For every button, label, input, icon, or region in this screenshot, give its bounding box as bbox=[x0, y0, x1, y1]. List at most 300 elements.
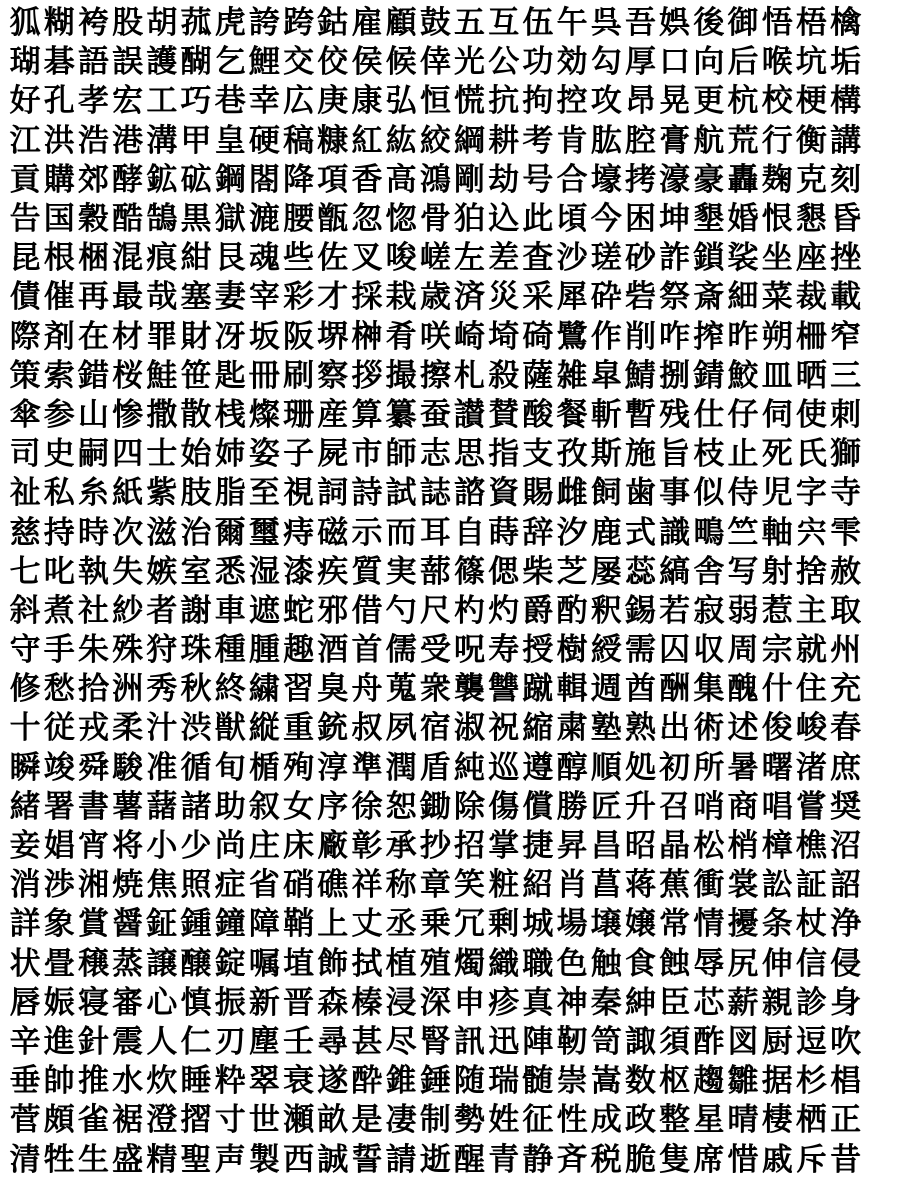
kanji-glyph: 昆 bbox=[9, 240, 41, 277]
kanji-glyph: 蹴 bbox=[522, 671, 554, 708]
kanji-glyph: 事 bbox=[659, 475, 691, 512]
kanji-glyph: 坤 bbox=[659, 201, 691, 238]
kanji-glyph: 朱 bbox=[77, 632, 109, 669]
kanji-glyph: 宰 bbox=[248, 279, 280, 316]
kanji-glyph: 汁 bbox=[146, 710, 178, 747]
kanji-glyph: 淳 bbox=[317, 749, 349, 786]
kanji-glyph: 埼 bbox=[488, 318, 520, 355]
kanji-glyph: 喉 bbox=[761, 44, 793, 81]
kanji-glyph: 拷 bbox=[624, 161, 656, 198]
kanji-glyph: 鴫 bbox=[693, 514, 725, 551]
kanji-glyph: 実 bbox=[385, 553, 417, 590]
kanji-glyph: 償 bbox=[522, 788, 554, 825]
kanji-glyph: 祭 bbox=[659, 279, 691, 316]
kanji-glyph: 推 bbox=[77, 1063, 109, 1100]
kanji-glyph: 濠 bbox=[659, 161, 691, 198]
kanji-glyph: 坐 bbox=[761, 240, 793, 277]
kanji-glyph: 口 bbox=[659, 44, 691, 81]
kanji-glyph: 沼 bbox=[830, 828, 862, 865]
kanji-glyph: 蔀 bbox=[419, 553, 451, 590]
kanji-glyph: 呉 bbox=[590, 5, 622, 42]
kanji-glyph: 詞 bbox=[317, 475, 349, 512]
kanji-glyph: 后 bbox=[727, 44, 759, 81]
kanji-glyph: 盛 bbox=[112, 1141, 144, 1178]
kanji-glyph: 嬢 bbox=[624, 906, 656, 943]
kanji-glyph: 若 bbox=[659, 592, 691, 629]
kanji-glyph: 申 bbox=[454, 984, 486, 1021]
kanji-glyph: 哉 bbox=[146, 279, 178, 316]
kanji-glyph: 屍 bbox=[317, 436, 349, 473]
kanji-glyph: 煮 bbox=[43, 592, 75, 629]
kanji-glyph: 藷 bbox=[146, 788, 178, 825]
kanji-glyph: 瞬 bbox=[9, 749, 41, 786]
kanji-glyph: 公 bbox=[488, 44, 520, 81]
kanji-glyph: 誌 bbox=[419, 475, 451, 512]
kanji-glyph: 妻 bbox=[214, 279, 246, 316]
kanji-glyph: 幸 bbox=[248, 83, 280, 120]
kanji-glyph: 慎 bbox=[180, 984, 212, 1021]
kanji-glyph: 寿 bbox=[488, 632, 520, 669]
kanji-glyph: 鋼 bbox=[214, 161, 246, 198]
kanji-glyph: 掌 bbox=[488, 828, 520, 865]
kanji-glyph: 棲 bbox=[761, 1102, 793, 1139]
kanji-glyph: 晴 bbox=[727, 1102, 759, 1139]
kanji-glyph: 杖 bbox=[795, 906, 827, 943]
kanji-glyph: 制 bbox=[419, 1102, 451, 1139]
kanji-glyph: 習 bbox=[283, 671, 315, 708]
kanji-glyph: 杓 bbox=[454, 592, 486, 629]
kanji-glyph: 舎 bbox=[693, 553, 725, 590]
kanji-glyph: 悉 bbox=[214, 553, 246, 590]
kanji-glyph: 錆 bbox=[693, 357, 725, 394]
kanji-glyph: 膏 bbox=[659, 122, 691, 159]
kanji-glyph: 採 bbox=[351, 279, 383, 316]
kanji-glyph: 逗 bbox=[795, 1023, 827, 1060]
kanji-glyph: 梢 bbox=[727, 828, 759, 865]
kanji-glyph: 爵 bbox=[522, 592, 554, 629]
kanji-glyph: 蒔 bbox=[488, 514, 520, 551]
kanji-glyph: 生 bbox=[77, 1141, 109, 1178]
kanji-glyph: 止 bbox=[727, 436, 759, 473]
kanji-glyph: 訊 bbox=[454, 1023, 486, 1060]
kanji-glyph: 厚 bbox=[624, 44, 656, 81]
kanji-glyph: 砂 bbox=[624, 240, 656, 277]
kanji-glyph: 雛 bbox=[727, 1063, 759, 1100]
kanji-glyph: 神 bbox=[556, 984, 588, 1021]
kanji-glyph: 巡 bbox=[488, 749, 520, 786]
kanji-glyph: 司 bbox=[9, 436, 41, 473]
kanji-glyph: 壌 bbox=[590, 906, 622, 943]
kanji-glyph: 星 bbox=[693, 1102, 725, 1139]
kanji-glyph: 昔 bbox=[830, 1141, 862, 1178]
kanji-glyph: 向 bbox=[693, 44, 725, 81]
kanji-glyph: 痕 bbox=[146, 240, 178, 277]
kanji-glyph: 胡 bbox=[146, 5, 178, 42]
kanji-glyph: 孜 bbox=[556, 436, 588, 473]
kanji-glyph: 語 bbox=[77, 44, 109, 81]
kanji-glyph: 整 bbox=[659, 1102, 691, 1139]
kanji-glyph: 宵 bbox=[77, 828, 109, 865]
kanji-glyph: 榛 bbox=[351, 984, 383, 1021]
kanji-glyph: 室 bbox=[180, 553, 212, 590]
kanji-glyph: 死 bbox=[761, 436, 793, 473]
kanji-glyph: 魂 bbox=[248, 240, 280, 277]
kanji-glyph: 拘 bbox=[522, 83, 554, 120]
kanji-row bbox=[8, 866, 892, 905]
kanji-glyph: 針 bbox=[77, 1023, 109, 1060]
kanji-glyph: 股 bbox=[112, 5, 144, 42]
kanji-glyph: 差 bbox=[488, 240, 520, 277]
kanji-glyph: 考 bbox=[522, 122, 554, 159]
kanji-glyph: 控 bbox=[556, 83, 588, 120]
kanji-glyph: 真 bbox=[522, 984, 554, 1021]
kanji-glyph: 砿 bbox=[180, 161, 212, 198]
kanji-glyph: 食 bbox=[624, 945, 656, 982]
kanji-glyph: 遂 bbox=[317, 1063, 349, 1100]
kanji-glyph: 細 bbox=[727, 279, 759, 316]
kanji-glyph: 収 bbox=[693, 632, 725, 669]
kanji-glyph: 侍 bbox=[727, 475, 759, 512]
kanji-glyph: 思 bbox=[454, 436, 486, 473]
kanji-glyph: 碕 bbox=[522, 318, 554, 355]
kanji-row bbox=[8, 984, 892, 1023]
kanji-row bbox=[8, 474, 892, 513]
kanji-glyph: 丞 bbox=[385, 906, 417, 943]
kanji-glyph: 痔 bbox=[283, 514, 315, 551]
kanji-glyph: 崇 bbox=[556, 1063, 588, 1100]
kanji-glyph: 梧 bbox=[795, 5, 827, 42]
kanji-glyph: 松 bbox=[693, 828, 725, 865]
kanji-glyph: 殖 bbox=[419, 945, 451, 982]
kanji-glyph: 試 bbox=[385, 475, 417, 512]
kanji-glyph: 重 bbox=[283, 710, 315, 747]
kanji-glyph: 咲 bbox=[419, 318, 451, 355]
kanji-glyph: 持 bbox=[43, 514, 75, 551]
kanji-glyph: 酵 bbox=[112, 161, 144, 198]
kanji-glyph: 署 bbox=[43, 788, 75, 825]
kanji-glyph: 青 bbox=[488, 1141, 520, 1178]
kanji-glyph: 傷 bbox=[488, 788, 520, 825]
kanji-glyph: 交 bbox=[283, 44, 315, 81]
kanji-glyph: 寸 bbox=[214, 1102, 246, 1139]
kanji-glyph: 薪 bbox=[727, 984, 759, 1021]
kanji-glyph: 悟 bbox=[761, 5, 793, 42]
kanji-glyph: 摺 bbox=[180, 1102, 212, 1139]
kanji-glyph: 酒 bbox=[317, 632, 349, 669]
kanji-glyph: 尽 bbox=[385, 1023, 417, 1060]
kanji-glyph: 蛇 bbox=[283, 592, 315, 629]
kanji-glyph: 蝕 bbox=[659, 945, 691, 982]
kanji-glyph: 章 bbox=[419, 867, 451, 904]
kanji-glyph: 庶 bbox=[830, 749, 862, 786]
kanji-glyph: 芝 bbox=[556, 553, 588, 590]
kanji-glyph: 釈 bbox=[590, 592, 622, 629]
kanji-glyph: 酌 bbox=[556, 592, 588, 629]
kanji-glyph: 擦 bbox=[419, 357, 451, 394]
kanji-glyph: 鯖 bbox=[624, 357, 656, 394]
kanji-glyph: 弘 bbox=[385, 83, 417, 120]
kanji-glyph: 肖 bbox=[556, 867, 588, 904]
kanji-glyph: 殺 bbox=[488, 357, 520, 394]
kanji-glyph: 心 bbox=[146, 984, 178, 1021]
kanji-glyph: 楯 bbox=[248, 749, 280, 786]
kanji-glyph: 栽 bbox=[385, 279, 417, 316]
kanji-glyph: 諮 bbox=[454, 475, 486, 512]
kanji-glyph: 刺 bbox=[830, 396, 862, 433]
kanji-row bbox=[8, 670, 892, 709]
kanji-glyph: 賜 bbox=[522, 475, 554, 512]
kanji-glyph: 宍 bbox=[795, 514, 827, 551]
kanji-glyph: 裳 bbox=[727, 867, 759, 904]
kanji-glyph: 菜 bbox=[761, 279, 793, 316]
kanji-glyph: 軸 bbox=[761, 514, 793, 551]
kanji-glyph: 鷺 bbox=[556, 318, 588, 355]
kanji-glyph: 三 bbox=[830, 357, 862, 394]
kanji-glyph: 倖 bbox=[419, 44, 451, 81]
kanji-glyph: 珠 bbox=[180, 632, 212, 669]
kanji-glyph: 誤 bbox=[112, 44, 144, 81]
kanji-glyph: 冊 bbox=[248, 357, 280, 394]
kanji-glyph: 札 bbox=[454, 357, 486, 394]
kanji-glyph: 小 bbox=[146, 828, 178, 865]
kanji-glyph: 際 bbox=[9, 318, 41, 355]
kanji-glyph: 伺 bbox=[761, 396, 793, 433]
kanji-glyph: 叱 bbox=[43, 553, 75, 590]
kanji-glyph: 授 bbox=[522, 632, 554, 669]
kanji-glyph: 示 bbox=[351, 514, 383, 551]
kanji-glyph: 候 bbox=[385, 44, 417, 81]
kanji-glyph: 静 bbox=[522, 1141, 554, 1178]
kanji-glyph: 黒 bbox=[180, 201, 212, 238]
kanji-glyph: 酷 bbox=[112, 201, 144, 238]
kanji-row bbox=[8, 318, 892, 357]
kanji-glyph: 誇 bbox=[248, 5, 280, 42]
kanji-glyph: 殊 bbox=[112, 632, 144, 669]
kanji-glyph: 蚕 bbox=[419, 396, 451, 433]
kanji-glyph: 桜 bbox=[112, 357, 144, 394]
kanji-glyph: 祉 bbox=[9, 475, 41, 512]
kanji-glyph: 慈 bbox=[9, 514, 41, 551]
kanji-row bbox=[8, 1140, 892, 1179]
kanji-glyph: 顧 bbox=[385, 5, 417, 42]
kanji-glyph: 在 bbox=[77, 318, 109, 355]
kanji-glyph: 朔 bbox=[761, 318, 793, 355]
kanji-glyph: 竺 bbox=[727, 514, 759, 551]
kanji-glyph: 鴻 bbox=[419, 161, 451, 198]
kanji-glyph: 降 bbox=[283, 161, 315, 198]
kanji-glyph: 算 bbox=[351, 396, 383, 433]
kanji-glyph: 瀬 bbox=[283, 1102, 315, 1139]
kanji-glyph: 困 bbox=[624, 201, 656, 238]
kanji-glyph: 準 bbox=[351, 749, 383, 786]
kanji-glyph: 糠 bbox=[317, 122, 349, 159]
kanji-glyph: 午 bbox=[556, 5, 588, 42]
kanji-glyph: 趣 bbox=[283, 632, 315, 669]
kanji-glyph: 焼 bbox=[112, 867, 144, 904]
kanji-glyph: 冗 bbox=[454, 906, 486, 943]
kanji-glyph: 辛 bbox=[9, 1023, 41, 1060]
kanji-glyph: 峻 bbox=[795, 710, 827, 747]
kanji-glyph: 佼 bbox=[317, 44, 349, 81]
kanji-glyph: 歯 bbox=[624, 475, 656, 512]
kanji-glyph: 振 bbox=[214, 984, 246, 1021]
kanji-glyph: 至 bbox=[248, 475, 280, 512]
kanji-glyph: 榊 bbox=[351, 318, 383, 355]
kanji-glyph: 奨 bbox=[830, 788, 862, 825]
kanji-glyph: 作 bbox=[590, 318, 622, 355]
kanji-glyph: 畝 bbox=[317, 1102, 349, 1139]
kanji-glyph: 而 bbox=[385, 514, 417, 551]
kanji-glyph: 浄 bbox=[830, 906, 862, 943]
kanji-glyph: 忽 bbox=[351, 201, 383, 238]
kanji-glyph: 盾 bbox=[419, 749, 451, 786]
kanji-glyph: 抗 bbox=[488, 83, 520, 120]
kanji-glyph: 麹 bbox=[761, 161, 793, 198]
kanji-glyph: 腰 bbox=[283, 201, 315, 238]
kanji-glyph: 塞 bbox=[180, 279, 212, 316]
kanji-glyph: 混 bbox=[112, 240, 144, 277]
kanji-glyph: 皇 bbox=[214, 122, 246, 159]
kanji-glyph: 坂 bbox=[248, 318, 280, 355]
kanji-glyph: 腎 bbox=[419, 1023, 451, 1060]
kanji-glyph: 捌 bbox=[659, 357, 691, 394]
kanji-glyph: 滋 bbox=[146, 514, 178, 551]
kanji-glyph: 召 bbox=[659, 788, 691, 825]
kanji-row bbox=[8, 122, 892, 161]
kanji-glyph: 昨 bbox=[727, 318, 759, 355]
kanji-glyph: 菰 bbox=[180, 5, 212, 42]
kanji-glyph: 侵 bbox=[830, 945, 862, 982]
kanji-glyph: 耳 bbox=[419, 514, 451, 551]
kanji-row bbox=[8, 513, 892, 552]
kanji-glyph: 笥 bbox=[590, 1023, 622, 1060]
kanji-glyph: 厨 bbox=[761, 1023, 793, 1060]
kanji-glyph: 狛 bbox=[454, 201, 486, 238]
kanji-glyph: 抄 bbox=[419, 828, 451, 865]
kanji-glyph: 正 bbox=[830, 1102, 862, 1139]
kanji-row bbox=[8, 200, 892, 239]
kanji-glyph: 靭 bbox=[556, 1023, 588, 1060]
kanji-glyph: 広 bbox=[283, 83, 315, 120]
kanji-glyph: 循 bbox=[180, 749, 212, 786]
kanji-glyph: 更 bbox=[693, 83, 725, 120]
kanji-glyph: 頃 bbox=[556, 201, 588, 238]
kanji-glyph: 渚 bbox=[795, 749, 827, 786]
kanji-glyph: 拾 bbox=[77, 671, 109, 708]
kanji-glyph: 糊 bbox=[43, 5, 75, 42]
kanji-row bbox=[8, 553, 892, 592]
kanji-glyph: 残 bbox=[659, 396, 691, 433]
kanji-glyph: 肴 bbox=[385, 318, 417, 355]
kanji-glyph: 証 bbox=[795, 867, 827, 904]
kanji-glyph: 拶 bbox=[351, 357, 383, 394]
kanji-glyph: 璽 bbox=[248, 514, 280, 551]
kanji-glyph: 射 bbox=[761, 553, 793, 590]
kanji-glyph: 柔 bbox=[112, 710, 144, 747]
kanji-glyph: 墾 bbox=[693, 201, 725, 238]
kanji-glyph: 察 bbox=[317, 357, 349, 394]
kanji-glyph: 吾 bbox=[624, 5, 656, 42]
kanji-glyph: 俊 bbox=[761, 710, 793, 747]
kanji-glyph: 審 bbox=[112, 984, 144, 1021]
kanji-glyph: 賞 bbox=[77, 906, 109, 943]
kanji-glyph: 災 bbox=[488, 279, 520, 316]
kanji-glyph: 終 bbox=[214, 671, 246, 708]
kanji-glyph: 晋 bbox=[283, 984, 315, 1021]
kanji-glyph: 樟 bbox=[761, 828, 793, 865]
kanji-glyph: 戚 bbox=[761, 1141, 793, 1178]
kanji-glyph: 植 bbox=[385, 945, 417, 982]
kanji-glyph: 粛 bbox=[556, 710, 588, 747]
kanji-glyph: 脆 bbox=[624, 1141, 656, 1178]
kanji-glyph: 視 bbox=[283, 475, 315, 512]
kanji-glyph: 迅 bbox=[488, 1023, 520, 1060]
kanji-glyph: 嵩 bbox=[590, 1063, 622, 1100]
kanji-glyph: 雌 bbox=[556, 475, 588, 512]
kanji-sheet bbox=[8, 4, 892, 1180]
kanji-glyph: 刃 bbox=[214, 1023, 246, 1060]
kanji-glyph: 樵 bbox=[795, 828, 827, 865]
kanji-glyph: 氏 bbox=[795, 436, 827, 473]
kanji-glyph: 今 bbox=[590, 201, 622, 238]
kanji-glyph: 梗 bbox=[795, 83, 827, 120]
kanji-glyph: 宗 bbox=[761, 632, 793, 669]
kanji-glyph: 種 bbox=[214, 632, 246, 669]
kanji-glyph: 使 bbox=[795, 396, 827, 433]
kanji-glyph: 称 bbox=[385, 867, 417, 904]
kanji-glyph: 淑 bbox=[454, 710, 486, 747]
kanji-glyph: 合 bbox=[556, 161, 588, 198]
kanji-glyph: 纂 bbox=[385, 396, 417, 433]
kanji-glyph: 随 bbox=[454, 1063, 486, 1100]
kanji-glyph: 据 bbox=[761, 1063, 793, 1100]
kanji-glyph: 港 bbox=[112, 122, 144, 159]
kanji-glyph: 寂 bbox=[693, 592, 725, 629]
kanji-glyph: 鉦 bbox=[146, 906, 178, 943]
kanji-glyph: 礁 bbox=[317, 867, 349, 904]
kanji-glyph: 秀 bbox=[146, 671, 178, 708]
kanji-row bbox=[8, 4, 892, 43]
kanji-glyph: 歳 bbox=[419, 279, 451, 316]
kanji-glyph: 庚 bbox=[317, 83, 349, 120]
kanji-glyph: 主 bbox=[795, 592, 827, 629]
kanji-glyph: 順 bbox=[590, 749, 622, 786]
kanji-glyph: 社 bbox=[77, 592, 109, 629]
kanji-glyph: 財 bbox=[180, 318, 212, 355]
kanji-glyph: 賛 bbox=[488, 396, 520, 433]
kanji-glyph: 削 bbox=[624, 318, 656, 355]
kanji-glyph: 懇 bbox=[795, 201, 827, 238]
kanji-row bbox=[8, 709, 892, 748]
kanji-glyph: 獄 bbox=[214, 201, 246, 238]
kanji-glyph: 芯 bbox=[693, 984, 725, 1021]
kanji-glyph: 勝 bbox=[556, 788, 588, 825]
kanji-glyph: 廠 bbox=[317, 828, 349, 865]
kanji-glyph: 屡 bbox=[590, 553, 622, 590]
kanji-glyph: 薩 bbox=[522, 357, 554, 394]
kanji-glyph: 澄 bbox=[146, 1102, 178, 1139]
kanji-glyph: 柵 bbox=[795, 318, 827, 355]
kanji-glyph: 腫 bbox=[248, 632, 280, 669]
kanji-glyph: 湘 bbox=[77, 867, 109, 904]
kanji-glyph: 鮭 bbox=[146, 357, 178, 394]
kanji-glyph: 狐 bbox=[9, 5, 41, 42]
kanji-glyph: 祥 bbox=[351, 867, 383, 904]
kanji-glyph: 肱 bbox=[590, 122, 622, 159]
kanji-glyph: 匙 bbox=[214, 357, 246, 394]
kanji-glyph: 凄 bbox=[385, 1102, 417, 1139]
kanji-glyph: 席 bbox=[693, 1141, 725, 1178]
